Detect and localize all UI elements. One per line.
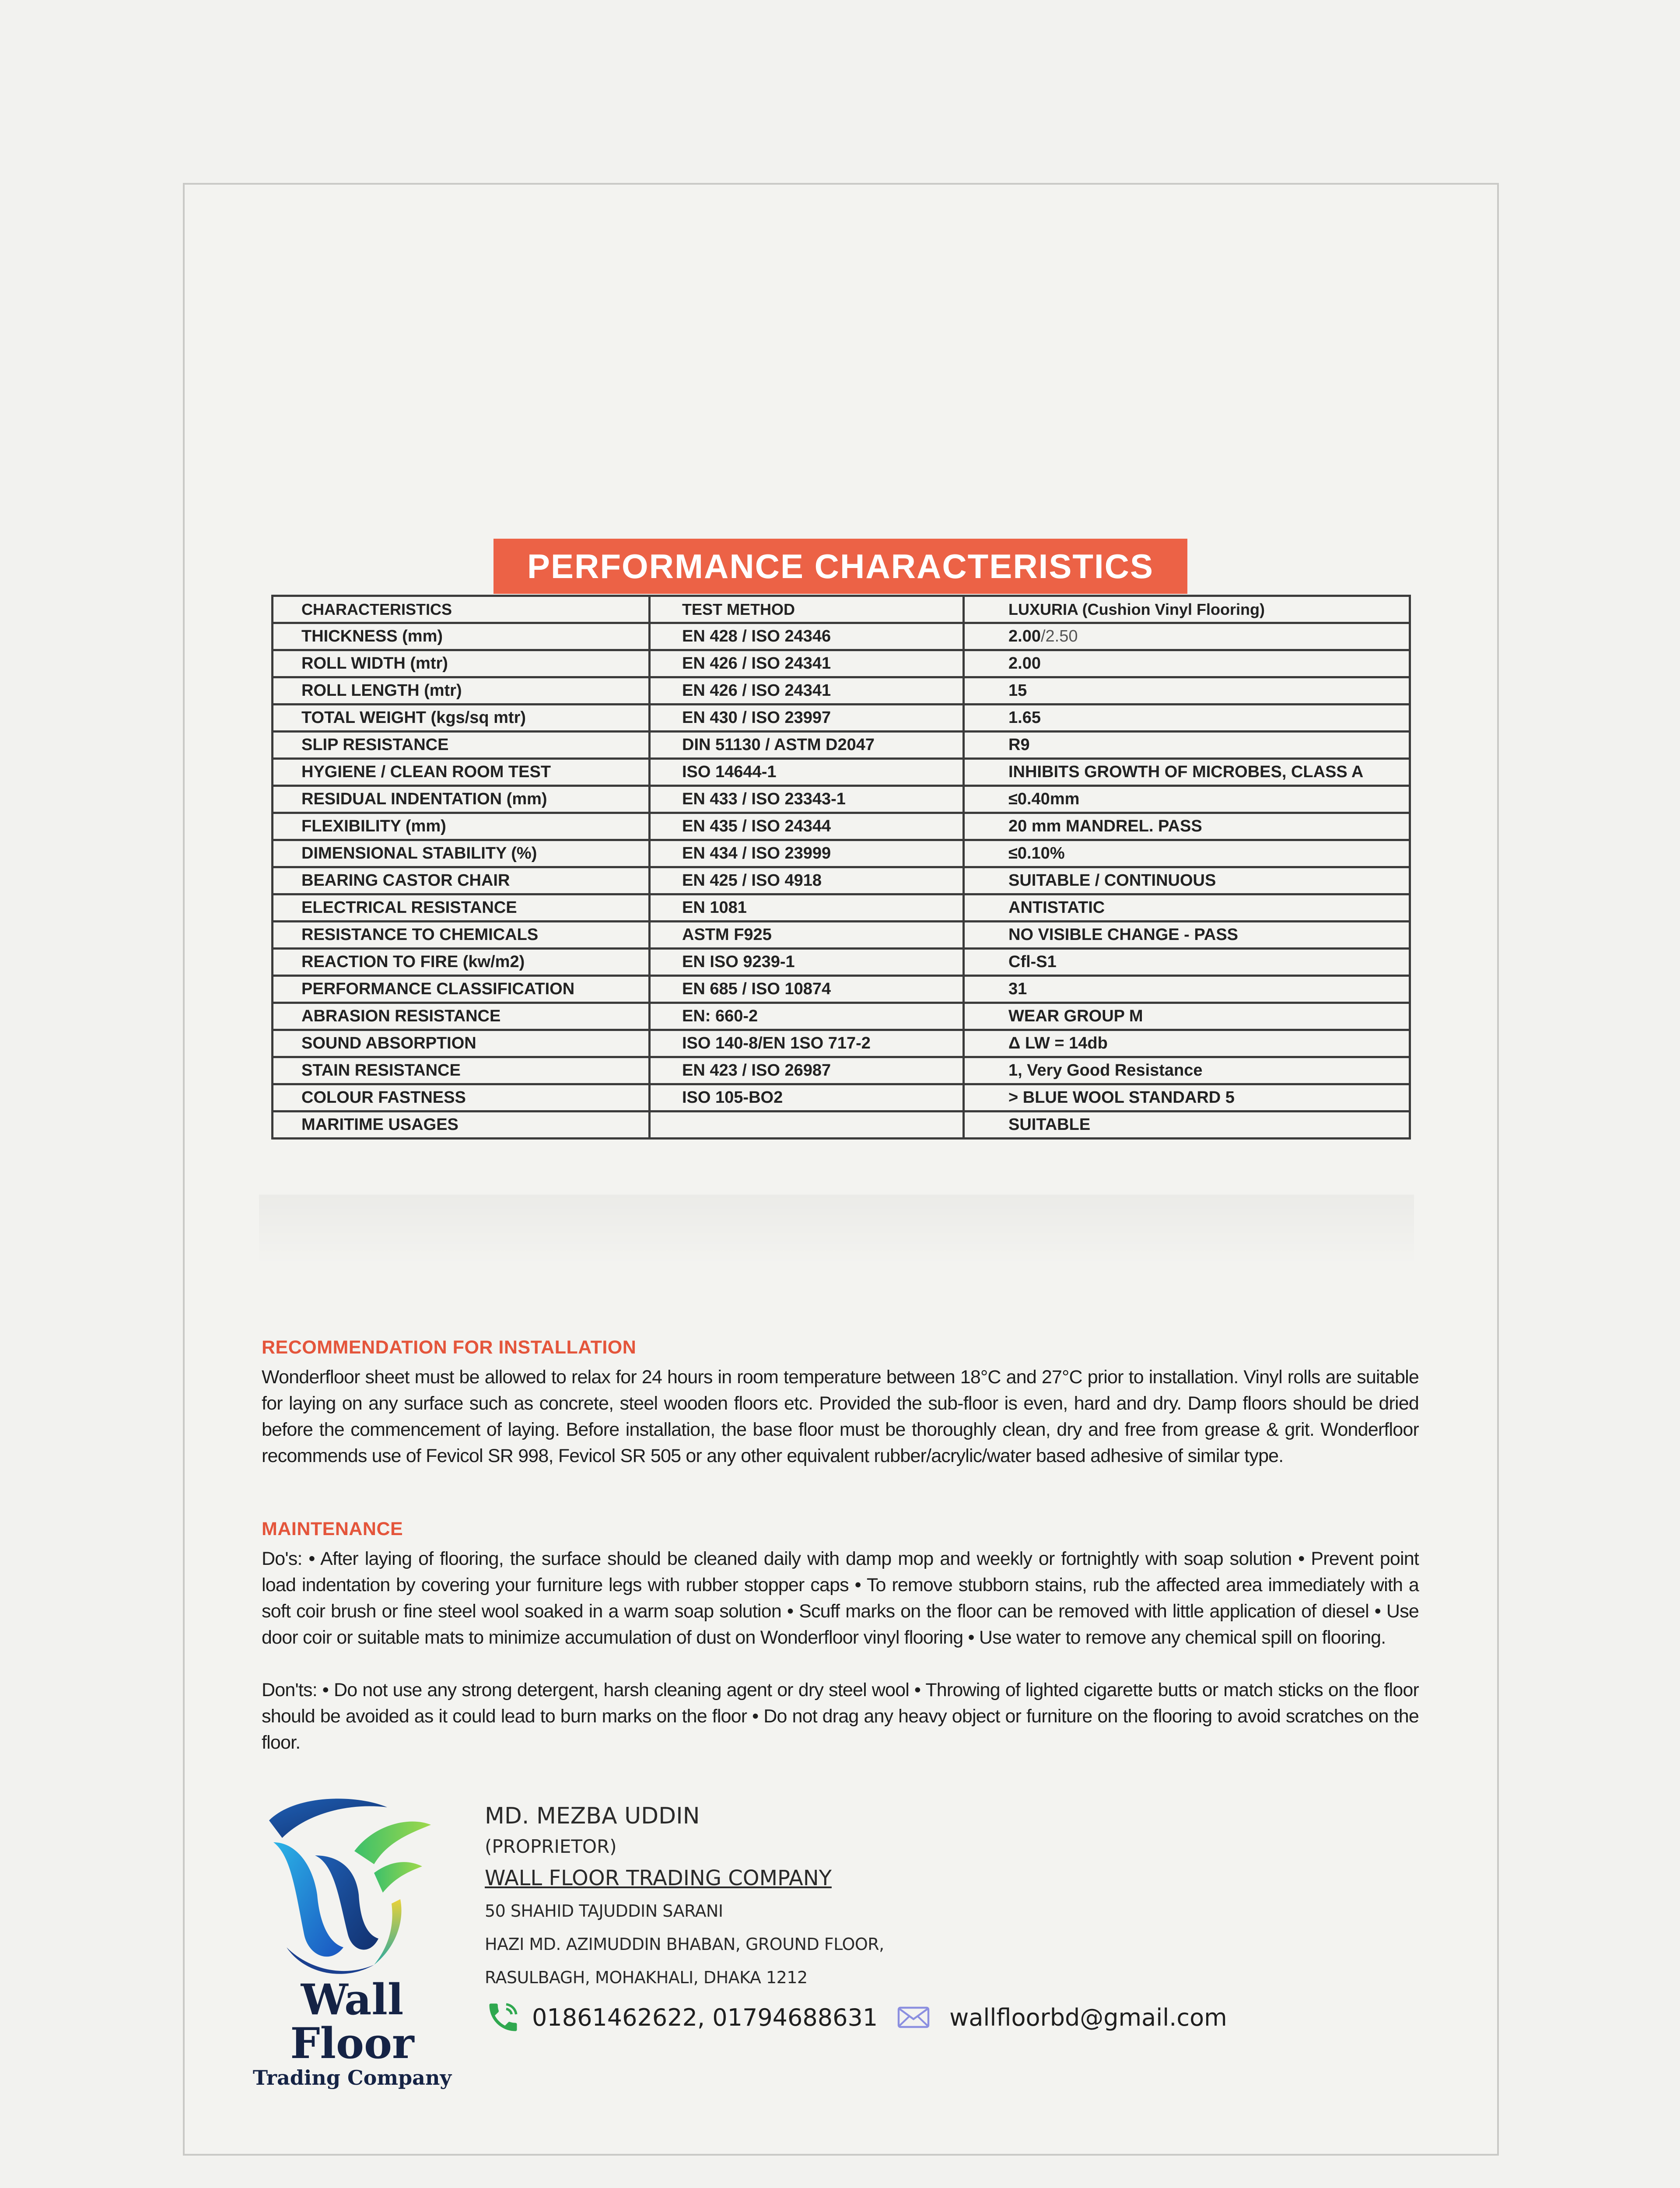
value-cell [964,894,1410,922]
contact-line [485,1999,1227,2036]
test-method-cell: EN ISO 9239-1 [650,949,964,976]
value-extra-text: /2.50 [1040,627,1078,645]
contact-company: WALL FLOOR TRADING COMPANY [485,1866,832,1890]
table-row [273,759,1410,786]
value-cell [964,867,1410,894]
address-line-2: HAZI MD. AZIMUDDIN BHABAN, GROUND FLOOR, [485,1935,884,1954]
test-method-cell [650,1112,964,1139]
blank-area [259,1195,1414,1265]
contact-block [485,1801,884,1994]
logo-name: Wall Floor [290,1975,414,2068]
table-row [273,623,1410,650]
test-method-cell: EN 430 / ISO 23997 [650,705,964,732]
test-method-cell: EN 1081 [650,894,964,922]
table-row [273,922,1410,949]
value-text: Δ LW = 14db [1008,1034,1108,1052]
table-row [273,976,1410,1003]
table-row [273,813,1410,840]
value-text: WEAR GROUP M [1008,1007,1143,1025]
value-cell [964,1057,1410,1084]
characteristic-cell: SLIP RESISTANCE [273,732,650,759]
value-cell [964,650,1410,677]
maintenance-heading: MAINTENANCE [262,1518,403,1539]
test-method-cell: EN 423 / ISO 26987 [650,1057,964,1084]
value-cell [964,1030,1410,1057]
header-value [964,596,1410,623]
test-method-cell: EN: 660-2 [650,1003,964,1030]
characteristic-cell: ROLL WIDTH (mtr) [273,650,650,677]
characteristic-cell: DIMENSIONAL STABILITY (%) [273,840,650,867]
logo-text [241,1975,464,2090]
table-row [273,1112,1410,1139]
contact-name: MD. MEZBA UDDIN [485,1803,700,1829]
characteristic-cell: PERFORMANCE CLASSIFICATION [273,976,650,1003]
characteristic-cell: RESIDUAL INDENTATION (mm) [273,786,650,813]
characteristic-cell: REACTION TO FIRE (kw/m2) [273,949,650,976]
value-cell [964,705,1410,732]
value-text: INHIBITS GROWTH OF MICROBES, CLASS A [1008,763,1364,781]
contact-phone: 01861462622, 01794688631 [532,2003,878,2031]
table-row [273,650,1410,677]
maintenance-donts: Don'ts: • Do not use any strong detergent, harsh cleaning agent or dry steel wool • Throwing of lighted cigarette butts or match sticks on the floor should be avoided as it could lead to burn marks on the floor • Do not drag any heavy object or furniture on the flooring to avoid scratches on the floor. [262,1680,1419,1753]
test-method-cell: EN 685 / ISO 10874 [650,976,964,1003]
table-row [273,867,1410,894]
value-cell [964,949,1410,976]
value-text: 2.00 [1008,627,1041,645]
email-icon [897,2005,930,2030]
installation-text: Wonderfloor sheet must be allowed to relax for 24 hours in room temperature between 18°C and 27°C prior to installation. Vinyl rolls are suitable for laying on any surface such as concrete, steel wooden floors etc. Provided the sub-floor is even, hard and dry. Damp floors should be dried before the commencement of laying. Before installation, the base floor must be thoroughly clean, dry and free from grease & grit. Wonderfloor recommends use of Fevicol SR 998, Fevicol SR 505 or any other equivalent rubber/acrylic/water based adhesive of similar type. [262,1367,1419,1466]
value-text: Cfl-S1 [1008,953,1057,971]
characteristic-cell: BEARING CASTOR CHAIR [273,867,650,894]
table-row [273,705,1410,732]
value-cell [964,1112,1410,1139]
value-text: 1.65 [1008,708,1041,727]
performance-table [271,595,1411,1140]
value-text: SUITABLE [1008,1115,1091,1134]
characteristic-cell: FLEXIBILITY (mm) [273,813,650,840]
test-method-cell: EN 425 / ISO 4918 [650,867,964,894]
test-method-cell: EN 428 / ISO 24346 [650,623,964,650]
characteristic-cell: MARITIME USAGES [273,1112,650,1139]
value-cell [964,623,1410,650]
value-text: R9 [1008,736,1030,754]
characteristic-cell: HYGIENE / CLEAN ROOM TEST [273,759,650,786]
table-row [273,732,1410,759]
test-method-cell: ISO 14644-1 [650,759,964,786]
table-header-row [273,596,1410,623]
characteristic-cell: ABRASION RESISTANCE [273,1003,650,1030]
table-row [273,894,1410,922]
value-cell [964,732,1410,759]
value-cell [964,1003,1410,1030]
table-row [273,840,1410,867]
test-method-cell: EN 426 / ISO 24341 [650,650,964,677]
test-method-cell: DIN 51130 / ASTM D2047 [650,732,964,759]
value-cell [964,786,1410,813]
value-cell [964,759,1410,786]
table-title: PERFORMANCE CHARACTERISTICS [494,539,1187,594]
value-text: 1, Very Good Resistance [1008,1061,1203,1080]
table-row [273,786,1410,813]
value-cell [964,1084,1410,1112]
header-value-brand: LUXURIA [1008,600,1078,618]
header-method: TEST METHOD [650,596,964,623]
value-text: 20 mm MANDREL. PASS [1008,817,1202,835]
test-method-cell: ISO 105-BO2 [650,1084,964,1112]
value-cell [964,976,1410,1003]
value-text: 2.00 [1008,654,1041,673]
value-text: NO VISIBLE CHANGE - PASS [1008,926,1239,944]
contact-email: wallfloorbd@gmail.com [949,2003,1227,2031]
logo-tagline: Trading Company [252,2066,452,2090]
characteristic-cell: STAIN RESISTANCE [273,1057,650,1084]
header-value-desc: (Cushion Vinyl Flooring) [1078,600,1265,618]
table-row [273,1084,1410,1112]
installation-heading: RECOMMENDATION FOR INSTALLATION [262,1337,637,1358]
address-line-3: RASULBAGH, MOHAKHALI, DHAKA 1212 [485,1968,808,1987]
address-line-1: 50 SHAHID TAJUDDIN SARANI [485,1901,723,1921]
table-row [273,949,1410,976]
characteristic-cell: SOUND ABSORPTION [273,1030,650,1057]
contact-role: (PROPRIETOR) [485,1836,617,1857]
test-method-cell: ASTM F925 [650,922,964,949]
value-cell [964,922,1410,949]
characteristic-cell: THICKNESS (mm) [273,623,650,650]
table-row [273,1003,1410,1030]
test-method-cell: EN 433 / ISO 23343-1 [650,786,964,813]
test-method-cell: EN 435 / ISO 24344 [650,813,964,840]
table-row [273,1057,1410,1084]
test-method-cell: EN 426 / ISO 24341 [650,677,964,705]
value-text: 31 [1008,980,1027,998]
header-characteristic: CHARACTERISTICS [273,596,650,623]
characteristic-cell: TOTAL WEIGHT (kgs/sq mtr) [273,705,650,732]
value-text: 15 [1008,681,1027,700]
value-text: ANTISTATIC [1008,898,1105,917]
value-text: > BLUE WOOL STANDARD 5 [1008,1088,1235,1107]
characteristic-cell: RESISTANCE TO CHEMICALS [273,922,650,949]
value-cell [964,677,1410,705]
maintenance-dos: Do's: • After laying of flooring, the surface should be cleaned daily with damp mop and weekly or fortnightly with soap solution • Prevent point load indentation by covering your furniture legs with rubber stopper caps • To remove stubborn stains, rub the affected area immediately with a soft coir brush or fine steel wool soaked in a warm soap solution • Scuff marks on the floor can be removed with little application of diesel • Use door coir or suitable mats to minimize accumulation of dust on Wonderfloor vinyl flooring • Use water to remove any chemical spill on flooring. [262,1548,1419,1648]
value-text: ≤0.10% [1008,844,1065,863]
value-text: ≤0.40mm [1008,790,1080,808]
value-cell [964,813,1410,840]
test-method-cell: EN 434 / ISO 23999 [650,840,964,867]
characteristic-cell: ROLL LENGTH (mtr) [273,677,650,705]
value-text: SUITABLE / CONTINUOUS [1008,871,1216,890]
test-method-cell: ISO 140-8/EN 1SO 717-2 [650,1030,964,1057]
value-cell [964,840,1410,867]
characteristic-cell: COLOUR FASTNESS [273,1084,650,1112]
characteristic-cell: ELECTRICAL RESISTANCE [273,894,650,922]
phone-icon [485,1999,522,2036]
table-row [273,677,1410,705]
table-row [273,1030,1410,1057]
